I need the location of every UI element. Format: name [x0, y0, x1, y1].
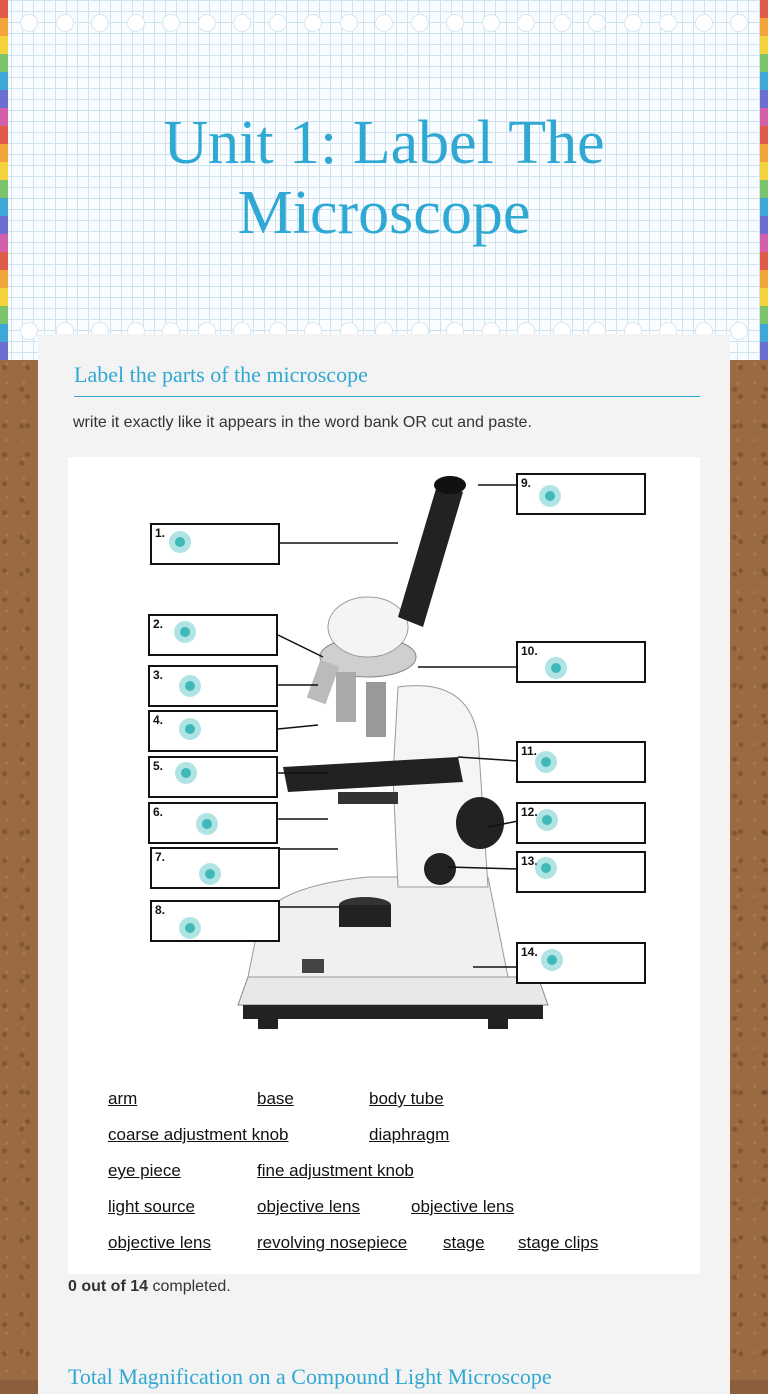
drop-target-9[interactable] — [539, 485, 561, 507]
label-box-9 — [516, 473, 646, 515]
word-bank-item: body tube — [369, 1089, 444, 1108]
worksheet-card — [38, 334, 730, 1394]
label-box-2 — [148, 614, 278, 656]
label-number: 13. — [521, 854, 538, 868]
page-title: Unit 1: Label The Microscope — [163, 109, 605, 247]
word-bank-item: objective lens — [411, 1197, 515, 1216]
drop-target-3[interactable] — [179, 675, 201, 697]
label-number: 14. — [521, 945, 538, 959]
instruction-text: write it exactly like it appears in the word bank OR cut and paste. — [73, 414, 532, 431]
label-number: 3. — [153, 668, 164, 682]
drop-target-14[interactable] — [541, 949, 563, 971]
label-box-4 — [148, 710, 278, 752]
word-bank-item: coarse adjustment knob — [108, 1125, 289, 1144]
word-bank-item: base — [257, 1089, 294, 1108]
drop-target-11[interactable] — [535, 751, 557, 773]
label-number: 7. — [155, 850, 166, 864]
drop-target-1[interactable] — [169, 531, 191, 553]
rainbow-stripe-right — [760, 0, 768, 360]
drop-target-7[interactable] — [199, 863, 221, 885]
word-bank-item: objective lens — [108, 1233, 212, 1252]
label-number: 12. — [521, 805, 538, 819]
label-box-14 — [516, 942, 646, 984]
word-bank-item: eye piece — [108, 1161, 181, 1180]
word-bank-item: diaphragm — [369, 1125, 450, 1144]
drop-target-10[interactable] — [545, 657, 567, 679]
word-bank-item: objective lens — [257, 1197, 361, 1216]
word-bank-item: stage clips — [518, 1233, 599, 1252]
drop-target-2[interactable] — [174, 621, 196, 643]
drop-target-12[interactable] — [536, 809, 558, 831]
word-bank-item: stage — [443, 1233, 485, 1252]
drop-target-13[interactable] — [535, 857, 557, 879]
notebook-holes-top — [20, 14, 748, 32]
label-number: 5. — [153, 759, 164, 773]
label-number: 1. — [155, 526, 166, 540]
label-number: 2. — [153, 617, 164, 631]
label-box-10 — [516, 641, 646, 683]
label-number: 10. — [521, 644, 538, 658]
next-section-title: Total Magnification on a Compound Light Microscope — [68, 1364, 552, 1389]
rainbow-stripe-left — [0, 0, 8, 360]
word-bank-item: light source — [108, 1197, 195, 1216]
drop-target-4[interactable] — [179, 718, 201, 740]
word-bank-item: fine adjustment knob — [257, 1161, 414, 1180]
word-bank-item: arm — [108, 1089, 138, 1108]
label-box-8 — [150, 900, 280, 942]
label-box-5 — [148, 756, 278, 798]
header-banner — [0, 0, 768, 360]
label-number: 8. — [155, 903, 166, 917]
microscope-figure — [68, 457, 700, 1274]
progress-count: 0 out of 14 — [68, 1278, 149, 1295]
progress-suffix: completed. — [148, 1278, 231, 1295]
label-box-3 — [148, 665, 278, 707]
word-bank-item: revolving nosepiece — [257, 1233, 408, 1252]
label-number: 4. — [153, 713, 164, 727]
label-number: 6. — [153, 805, 164, 819]
drop-target-5[interactable] — [175, 762, 197, 784]
drop-target-8[interactable] — [179, 917, 201, 939]
label-number: 9. — [521, 476, 532, 490]
section-title: Label the parts of the microscope — [74, 362, 700, 397]
progress-text — [68, 1278, 231, 1296]
label-number: 11. — [521, 744, 538, 758]
drop-target-6[interactable] — [196, 813, 218, 835]
